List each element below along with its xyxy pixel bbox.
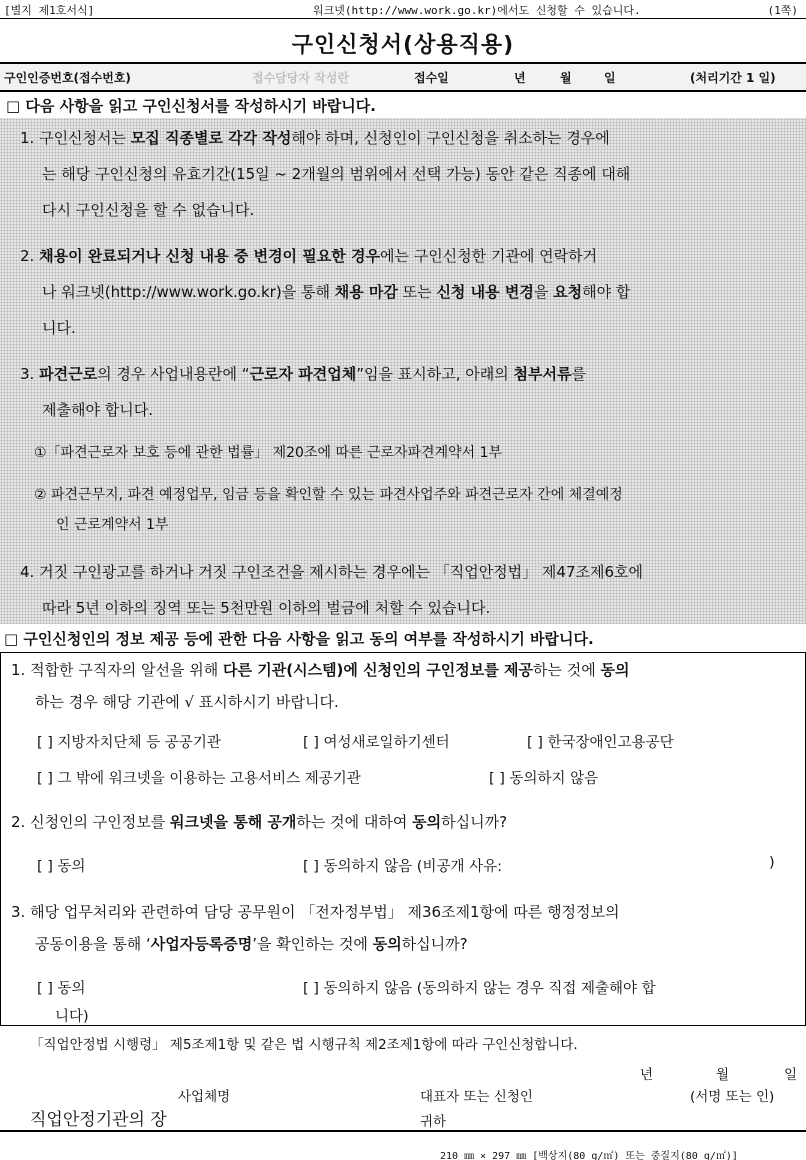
q2-close-paren: )	[769, 855, 775, 871]
reception-rule	[0, 90, 806, 92]
date-label: 접수일	[414, 71, 449, 85]
q2-line1: 2. 신청인의 구인정보를 워크넷을 통해 공개하는 것에 대하여 동의하십니까?	[11, 813, 508, 831]
processing-period: (처리기간 1 일)	[690, 71, 776, 85]
sign-year: 년	[640, 1067, 654, 1083]
instructions-box	[0, 118, 806, 624]
representative-label: 대표자 또는 신청인	[420, 1089, 533, 1105]
staff-label: 접수담당자 작성란	[252, 71, 349, 85]
q2-option-agree[interactable]: [ ] 동의	[37, 859, 86, 875]
date-year: 년	[514, 71, 526, 85]
q3-option-disagree-cont: 니다)	[55, 1009, 89, 1025]
paper-spec: 210 ㎜ × 297 ㎜ [백상지(80 g/㎡) 또는 중질지(80 g/㎡)]	[440, 1151, 738, 1160]
section2-heading: □ 구인신청인의 정보 제공 등에 관한 다음 사항을 읽고 동의 여부를 작성하시기 바랍니다.	[4, 630, 594, 648]
item2-line1: 2. 채용이 완료되거나 신청 내용 중 변경이 필요한 경우에는 구인신청한 기관에 연락하거	[20, 247, 598, 265]
sign-day: 일	[784, 1067, 798, 1083]
item3-line2: 제출해야 합니다.	[42, 401, 153, 419]
q1-option-women-center[interactable]: [ ] 여성새로일하기센터	[303, 735, 450, 751]
reception-row	[0, 64, 806, 90]
company-name-label: 사업체명	[178, 1089, 231, 1105]
item4-line2: 따라 5년 이하의 징역 또는 5천만원 이하의 벌금에 처할 수 있습니다.	[42, 599, 491, 617]
q1-option-other-service[interactable]: [ ] 그 밖에 워크넷을 이용하는 고용서비스 제공기관	[37, 771, 361, 787]
item3-sub1: ①「파견근로자 보호 등에 관한 법률」 제20조에 따른 근로자파견계약서 1부	[34, 445, 503, 461]
date-month: 월	[560, 71, 572, 85]
sign-month: 월	[716, 1067, 730, 1083]
q1-option-disagree[interactable]: [ ] 동의하지 않음	[489, 771, 599, 787]
form-number: [별지 제1호서식]	[4, 4, 95, 17]
online-note: 워크넷(http://www.work.go.kr)에서도 신청할 수 있습니다.	[313, 4, 641, 17]
section1-heading: □ 다음 사항을 읽고 구인신청서를 작성하시기 바랍니다.	[6, 97, 376, 115]
honorific: 귀하	[420, 1114, 447, 1130]
item3-line1: 3. 파견근로의 경우 사업내용란에 “근로자 파견업체”임을 표시하고, 아래의 첨부서류를	[20, 365, 586, 383]
q3-line1: 3. 해당 업무처리와 관련하여 담당 공무원이 「전자정부법」 제36조제1항에 따른 행정정보의	[11, 903, 620, 921]
header-rule	[0, 18, 806, 19]
cert-no-label: 구인인증번호(접수번호)	[4, 71, 131, 85]
consent-box	[0, 652, 806, 1026]
q1-line2: 하는 경우 해당 기관에 √ 표시하시기 바랍니다.	[35, 693, 339, 711]
item1-line3: 다시 구인신청을 할 수 없습니다.	[42, 201, 255, 219]
bottom-rule	[0, 1130, 806, 1132]
item1-line1: 1. 구인신청서는 모집 직종별로 각각 작성해야 하며, 신청인이 구인신청을 취소하는 경우에	[20, 129, 610, 147]
legal-basis: 「직업안정법 시행령」 제5조제1항 및 같은 법 시행규칙 제2조제1항에 따라 구인신청합니다.	[30, 1037, 578, 1053]
page-title: 구인신청서(상용직용)	[291, 33, 515, 58]
item1-line2: 는 해당 구인신청의 유효기간(15일 ~ 2개월의 범위에서 선택 가능) 동안 같은 직종에 대해	[42, 165, 631, 183]
page-number: (1쪽)	[767, 4, 798, 17]
item2-line2: 나 워크넷(http://www.work.go.kr)을 통해 채용 마감 또는 신청 내용 변경을 요청해야 합	[42, 283, 631, 301]
recipient: 직업안정기관의 장	[30, 1110, 167, 1130]
item3-sub2-line1: ② 파견근무지, 파견 예정업무, 임금 등을 확인할 수 있는 파견사업주와 파견근로자 간에 체결예정	[34, 487, 623, 503]
q2-option-disagree[interactable]: [ ] 동의하지 않음 (비공개 사유:	[303, 859, 502, 875]
q3-option-disagree[interactable]: [ ] 동의하지 않음 (동의하지 않는 경우 직접 제출해야 합	[303, 981, 656, 997]
q1-option-disability-agency[interactable]: [ ] 한국장애인고용공단	[527, 735, 674, 751]
item2-line3: 니다.	[42, 319, 76, 337]
date-day: 일	[604, 71, 616, 85]
item4-line1: 4. 거짓 구인광고를 하거나 거짓 구인조건을 제시하는 경우에는 「직업안정법」 제47조제6호에	[20, 563, 644, 581]
q3-line2: 공동이용을 통해 ‘사업자등록증명’을 확인하는 것에 동의하십니까?	[35, 935, 468, 953]
item3-sub2-line2: 인 근로계약서 1부	[56, 517, 169, 533]
q3-option-agree[interactable]: [ ] 동의	[37, 981, 86, 997]
q1-option-public-agency[interactable]: [ ] 지방자치단체 등 공공기관	[37, 735, 221, 751]
signature-label: (서명 또는 인)	[690, 1089, 775, 1105]
q1-line1: 1. 적합한 구직자의 알선을 위해 다른 기관(시스템)에 신청인의 구인정보를 제공하는 것에 동의	[11, 661, 630, 679]
